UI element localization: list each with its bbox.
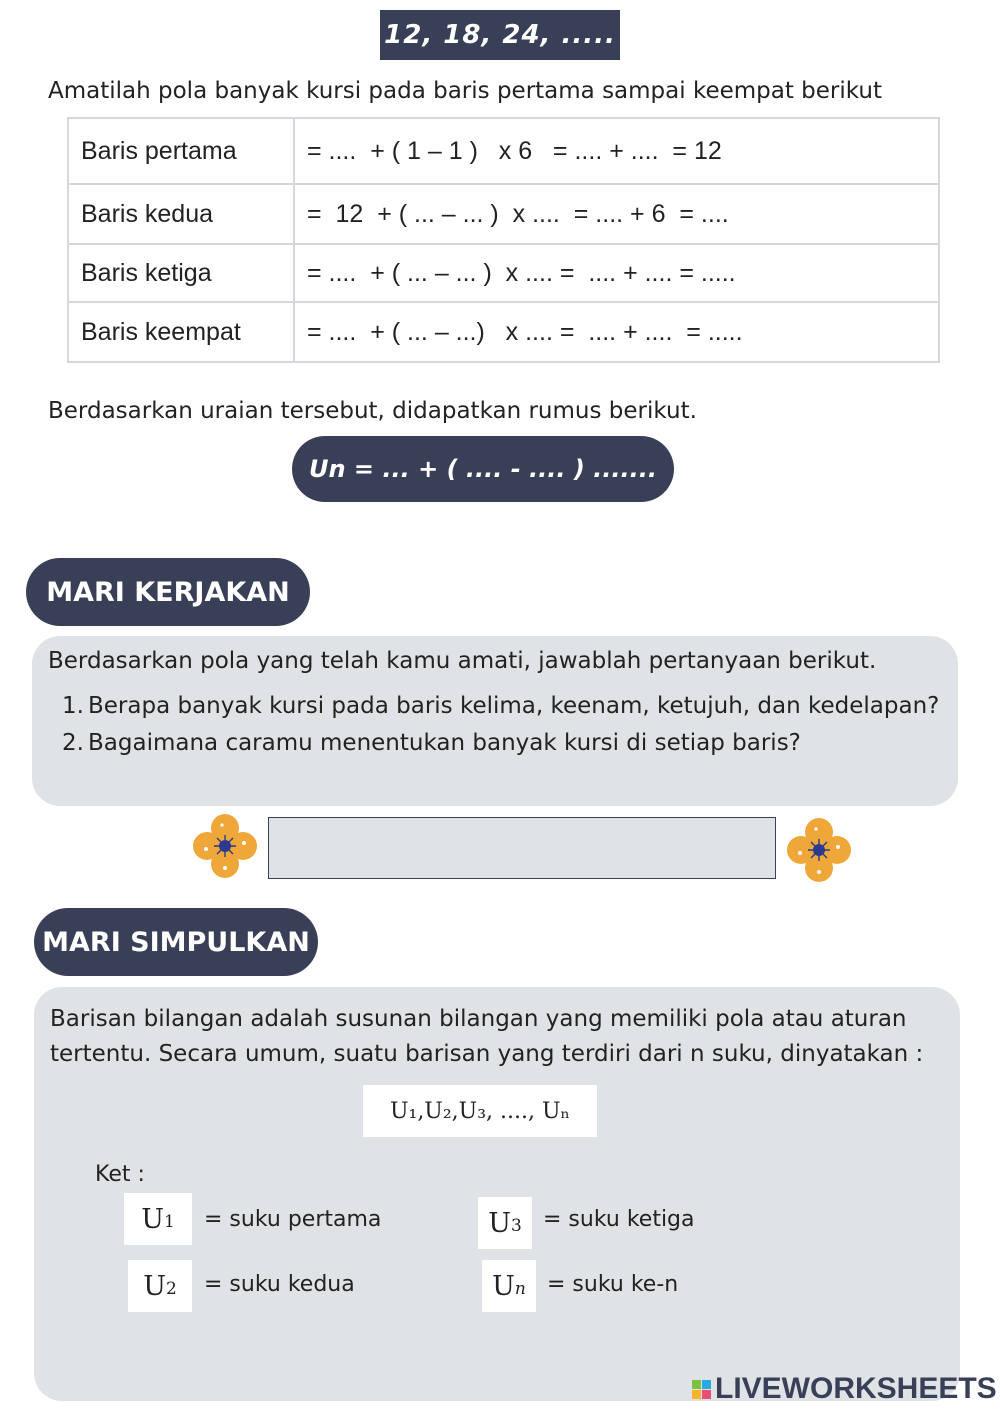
row-label: Baris pertama	[68, 118, 294, 184]
symbol-u2	[128, 1260, 192, 1312]
derive-text: Berdasarkan uraian tersebut, didapatkan rumus berikut.	[48, 398, 697, 424]
ket-label: Ket :	[95, 1162, 145, 1187]
symbol-base: U	[488, 1207, 511, 1239]
symbol-base: U	[141, 1203, 164, 1235]
terms-notation: U₁,U₂,U₃, ...., Uₙ	[363, 1085, 597, 1137]
table-row	[68, 302, 939, 362]
brand-name: LIVEWORKSHEETS	[715, 1372, 997, 1405]
row-expression: = .... + ( 1 – 1 ) x 6 = .... + .... = 12	[294, 118, 939, 184]
symbol-subscript: n	[514, 1279, 526, 1299]
question-number: 2.	[62, 729, 84, 756]
brand-logo	[692, 1370, 997, 1408]
question-number: 1.	[62, 692, 84, 719]
row-expression: = .... + ( ... – ... ) x .... = .... + .... = .....	[294, 244, 939, 302]
row-expression: = 12 + ( ... – ... ) x .... = .... + 6 = ....	[294, 184, 939, 244]
row-expression: = .... + ( ... – ...) x .... = .... + .... = .....	[294, 302, 939, 362]
section-heading-conclude: MARI SIMPULKAN	[34, 908, 318, 976]
table-row	[68, 118, 939, 184]
symbol-subscript: 2	[165, 1279, 177, 1299]
intro-text: Amatilah pola banyak kursi pada baris pertama sampai keempat berikut	[48, 78, 882, 104]
row-label: Baris kedua	[68, 184, 294, 244]
question-text: Bagaimana caramu menentukan banyak kursi di setiap baris?	[88, 729, 801, 756]
flower-icon	[192, 813, 258, 879]
symbol-base: U	[143, 1270, 166, 1302]
definition-u1: = suku pertama	[204, 1207, 382, 1232]
formula-pill: Un = ... + ( .... - .... ) .......	[292, 436, 674, 502]
flower-icon	[786, 817, 852, 883]
table-row	[68, 244, 939, 302]
symbol-subscript: 1	[163, 1212, 175, 1232]
symbol-u3	[478, 1197, 532, 1249]
definition-u2: = suku kedua	[204, 1272, 355, 1297]
definition-un: = suku ke-n	[547, 1272, 679, 1297]
symbol-u1	[124, 1193, 192, 1245]
symbol-subscript: 3	[510, 1216, 522, 1236]
list-item	[62, 724, 939, 761]
conclusion-text: Barisan bilangan adalah susunan bilangan yang memiliki pola atau aturan tertentu. Secara umum, suatu barisan yang terdiri dari n suku, dinyatakan :	[50, 1006, 924, 1067]
question-list	[62, 687, 939, 761]
work-intro: Berdasarkan pola yang telah kamu amati, jawablah pertanyaan berikut.	[48, 648, 877, 674]
row-label: Baris keempat	[68, 302, 294, 362]
symbol-base: U	[492, 1270, 515, 1302]
table-row	[68, 184, 939, 244]
brand-icon	[692, 1380, 711, 1399]
definition-u3: = suku ketiga	[543, 1207, 695, 1232]
answer-input[interactable]	[268, 817, 776, 879]
row-label: Baris ketiga	[68, 244, 294, 302]
question-text: Berapa banyak kursi pada baris kelima, keenam, ketujuh, dan kedelapan?	[88, 692, 940, 719]
sequence-banner: 12, 18, 24, .....	[380, 10, 620, 60]
list-item	[62, 687, 939, 724]
section-heading-work: MARI KERJAKAN	[26, 558, 310, 626]
symbol-un	[482, 1260, 536, 1312]
pattern-table	[67, 117, 940, 363]
